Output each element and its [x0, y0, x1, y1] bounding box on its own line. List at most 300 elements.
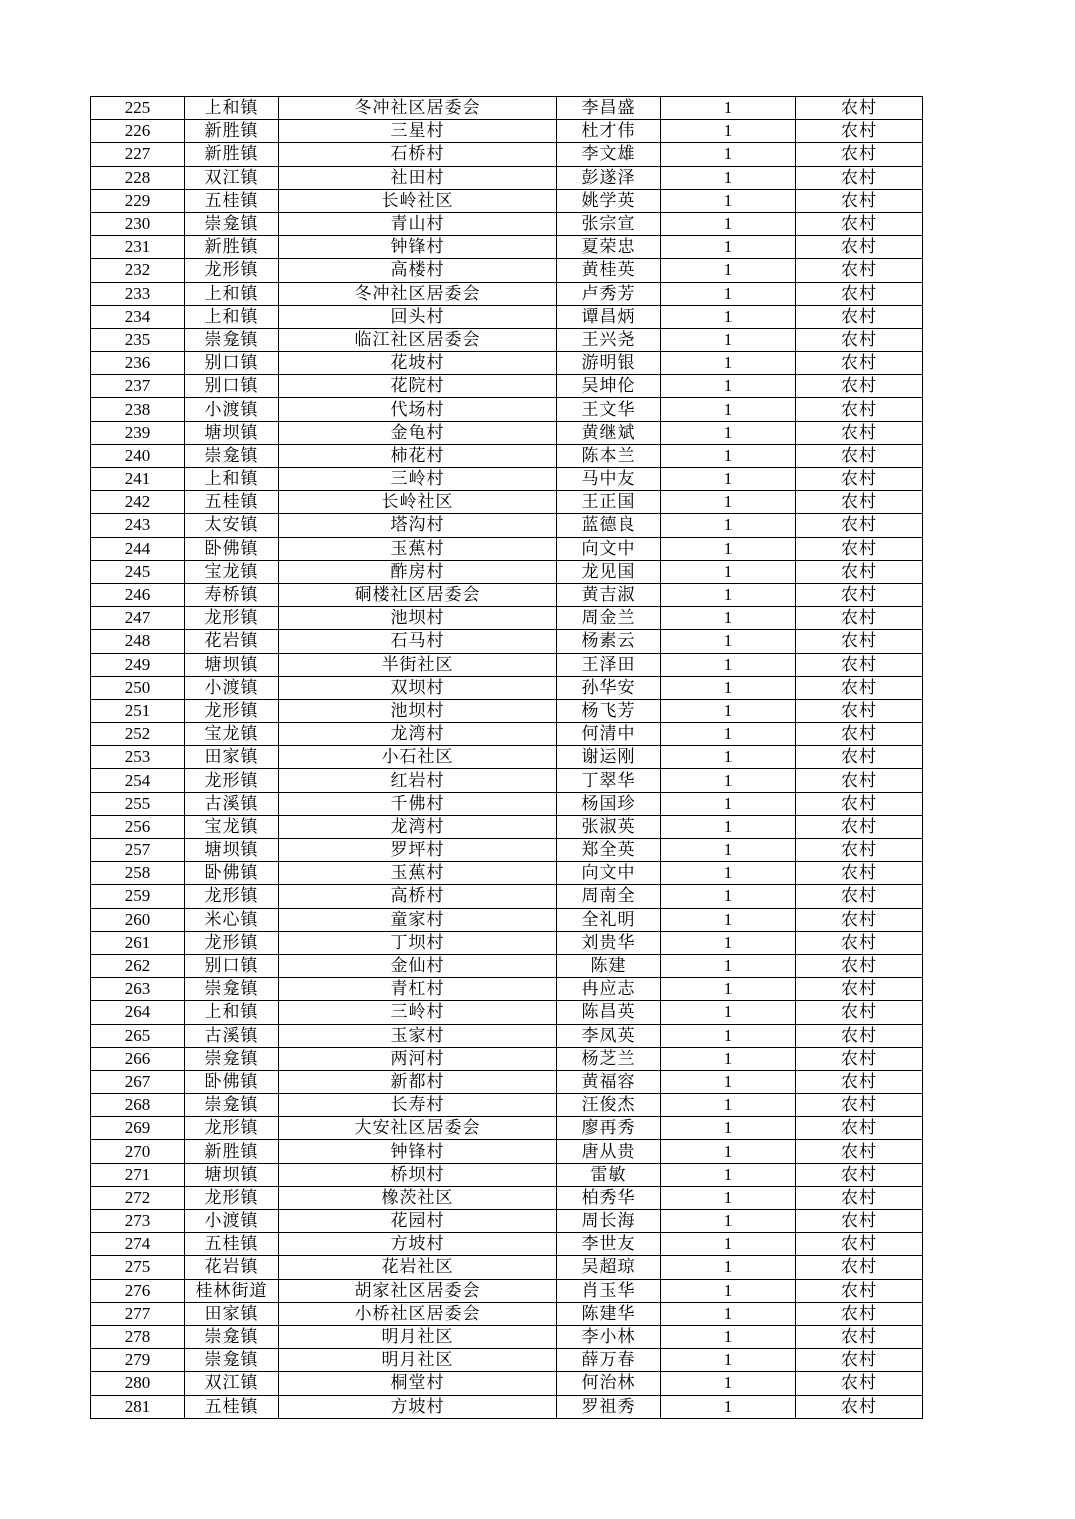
area-type-cell: 农村 [796, 1047, 923, 1070]
row-number-cell: 229 [91, 189, 185, 212]
village-cell: 三星村 [279, 120, 557, 143]
count-cell: 1 [661, 815, 796, 838]
village-cell: 明月社区 [279, 1349, 557, 1372]
town-cell: 龙形镇 [185, 1186, 279, 1209]
count-cell: 1 [661, 583, 796, 606]
town-cell: 卧佛镇 [185, 862, 279, 885]
person-name-cell: 李凤英 [557, 1024, 661, 1047]
town-cell: 新胜镇 [185, 143, 279, 166]
area-type-cell: 农村 [796, 607, 923, 630]
table-row [91, 723, 923, 746]
row-number-cell: 254 [91, 769, 185, 792]
town-cell: 五桂镇 [185, 1233, 279, 1256]
town-cell: 桂林街道 [185, 1279, 279, 1302]
town-cell: 五桂镇 [185, 189, 279, 212]
count-cell: 1 [661, 189, 796, 212]
table-row [91, 444, 923, 467]
village-cell: 方坡村 [279, 1233, 557, 1256]
row-number-cell: 272 [91, 1186, 185, 1209]
area-type-cell: 农村 [796, 978, 923, 1001]
area-type-cell: 农村 [796, 1210, 923, 1233]
village-cell: 龙湾村 [279, 815, 557, 838]
village-cell: 玉蕉村 [279, 537, 557, 560]
count-cell: 1 [661, 792, 796, 815]
table-body [91, 97, 923, 1419]
village-cell: 新都村 [279, 1070, 557, 1093]
count-cell: 1 [661, 931, 796, 954]
village-cell: 小石社区 [279, 746, 557, 769]
area-type-cell: 农村 [796, 1140, 923, 1163]
person-name-cell: 李昌盛 [557, 97, 661, 120]
count-cell: 1 [661, 537, 796, 560]
count-cell: 1 [661, 1186, 796, 1209]
town-cell: 新胜镇 [185, 1140, 279, 1163]
row-number-cell: 265 [91, 1024, 185, 1047]
count-cell: 1 [661, 1372, 796, 1395]
town-cell: 崇龛镇 [185, 978, 279, 1001]
count-cell: 1 [661, 259, 796, 282]
village-cell: 三岭村 [279, 468, 557, 491]
area-type-cell: 农村 [796, 189, 923, 212]
table-row [91, 398, 923, 421]
table-row [91, 212, 923, 235]
row-number-cell: 244 [91, 537, 185, 560]
table-row [91, 1395, 923, 1418]
area-type-cell: 农村 [796, 1117, 923, 1140]
row-number-cell: 228 [91, 166, 185, 189]
village-cell: 方坡村 [279, 1395, 557, 1418]
person-name-cell: 卢秀芳 [557, 282, 661, 305]
count-cell: 1 [661, 236, 796, 259]
town-cell: 宝龙镇 [185, 723, 279, 746]
row-number-cell: 257 [91, 839, 185, 862]
count-cell: 1 [661, 1210, 796, 1233]
row-number-cell: 253 [91, 746, 185, 769]
village-cell: 玉家村 [279, 1024, 557, 1047]
row-number-cell: 226 [91, 120, 185, 143]
count-cell: 1 [661, 676, 796, 699]
town-cell: 花岩镇 [185, 630, 279, 653]
town-cell: 龙形镇 [185, 769, 279, 792]
person-name-cell: 丁翠华 [557, 769, 661, 792]
area-type-cell: 农村 [796, 699, 923, 722]
village-cell: 酢房村 [279, 560, 557, 583]
row-number-cell: 249 [91, 653, 185, 676]
town-cell: 太安镇 [185, 514, 279, 537]
person-name-cell: 薛万春 [557, 1349, 661, 1372]
person-name-cell: 李文雄 [557, 143, 661, 166]
count-cell: 1 [661, 653, 796, 676]
area-type-cell: 农村 [796, 560, 923, 583]
person-name-cell: 向文中 [557, 862, 661, 885]
town-cell: 崇龛镇 [185, 1325, 279, 1348]
town-cell: 宝龙镇 [185, 815, 279, 838]
area-type-cell: 农村 [796, 282, 923, 305]
row-number-cell: 266 [91, 1047, 185, 1070]
row-number-cell: 250 [91, 676, 185, 699]
person-name-cell: 马中友 [557, 468, 661, 491]
count-cell: 1 [661, 1349, 796, 1372]
person-name-cell: 陈建华 [557, 1302, 661, 1325]
town-cell: 崇龛镇 [185, 444, 279, 467]
count-cell: 1 [661, 352, 796, 375]
row-number-cell: 259 [91, 885, 185, 908]
village-cell: 花岩社区 [279, 1256, 557, 1279]
person-name-cell: 肖玉华 [557, 1279, 661, 1302]
town-cell: 卧佛镇 [185, 1070, 279, 1093]
person-name-cell: 王文华 [557, 398, 661, 421]
village-cell: 大安社区居委会 [279, 1117, 557, 1140]
person-name-cell: 何清中 [557, 723, 661, 746]
person-name-cell: 郑全英 [557, 839, 661, 862]
village-cell: 长岭社区 [279, 491, 557, 514]
person-name-cell: 吴超琼 [557, 1256, 661, 1279]
town-cell: 小渡镇 [185, 1210, 279, 1233]
area-type-cell: 农村 [796, 1302, 923, 1325]
village-cell: 高桥村 [279, 885, 557, 908]
area-type-cell: 农村 [796, 97, 923, 120]
area-type-cell: 农村 [796, 1186, 923, 1209]
area-type-cell: 农村 [796, 305, 923, 328]
row-number-cell: 252 [91, 723, 185, 746]
area-type-cell: 农村 [796, 444, 923, 467]
table-row [91, 352, 923, 375]
table-row [91, 491, 923, 514]
count-cell: 1 [661, 143, 796, 166]
town-cell: 卧佛镇 [185, 537, 279, 560]
count-cell: 1 [661, 375, 796, 398]
village-cell: 钟锋村 [279, 236, 557, 259]
count-cell: 1 [661, 514, 796, 537]
count-cell: 1 [661, 560, 796, 583]
area-type-cell: 农村 [796, 352, 923, 375]
area-type-cell: 农村 [796, 212, 923, 235]
village-cell: 冬冲社区居委会 [279, 97, 557, 120]
area-type-cell: 农村 [796, 885, 923, 908]
count-cell: 1 [661, 305, 796, 328]
town-cell: 五桂镇 [185, 491, 279, 514]
town-cell: 崇龛镇 [185, 1349, 279, 1372]
row-number-cell: 242 [91, 491, 185, 514]
count-cell: 1 [661, 862, 796, 885]
row-number-cell: 263 [91, 978, 185, 1001]
person-name-cell: 杜才伟 [557, 120, 661, 143]
table-row [91, 328, 923, 351]
table-row [91, 746, 923, 769]
person-name-cell: 孙华安 [557, 676, 661, 699]
area-type-cell: 农村 [796, 1070, 923, 1093]
person-name-cell: 蓝德良 [557, 514, 661, 537]
village-cell: 罗坪村 [279, 839, 557, 862]
village-cell: 青杠村 [279, 978, 557, 1001]
count-cell: 1 [661, 1233, 796, 1256]
town-cell: 龙形镇 [185, 931, 279, 954]
town-cell: 上和镇 [185, 1001, 279, 1024]
person-name-cell: 谢运刚 [557, 746, 661, 769]
town-cell: 别口镇 [185, 375, 279, 398]
town-cell: 塘坝镇 [185, 839, 279, 862]
row-number-cell: 248 [91, 630, 185, 653]
person-name-cell: 陈建 [557, 954, 661, 977]
town-cell: 双江镇 [185, 166, 279, 189]
table-row [91, 630, 923, 653]
area-type-cell: 农村 [796, 514, 923, 537]
row-number-cell: 276 [91, 1279, 185, 1302]
count-cell: 1 [661, 769, 796, 792]
area-type-cell: 农村 [796, 1256, 923, 1279]
village-cell: 硐楼社区居委会 [279, 583, 557, 606]
person-name-cell: 罗祖秀 [557, 1395, 661, 1418]
area-type-cell: 农村 [796, 398, 923, 421]
village-cell: 桐堂村 [279, 1372, 557, 1395]
area-type-cell: 农村 [796, 375, 923, 398]
person-name-cell: 黄桂英 [557, 259, 661, 282]
person-name-cell: 张淑英 [557, 815, 661, 838]
table-row [91, 1094, 923, 1117]
count-cell: 1 [661, 1163, 796, 1186]
town-cell: 上和镇 [185, 97, 279, 120]
table-row [91, 1325, 923, 1348]
person-name-cell: 陈昌英 [557, 1001, 661, 1024]
row-number-cell: 255 [91, 792, 185, 815]
village-cell: 金龟村 [279, 421, 557, 444]
town-cell: 龙形镇 [185, 885, 279, 908]
person-name-cell: 雷敏 [557, 1163, 661, 1186]
row-number-cell: 268 [91, 1094, 185, 1117]
count-cell: 1 [661, 1279, 796, 1302]
table-row [91, 1186, 923, 1209]
town-cell: 田家镇 [185, 1302, 279, 1325]
town-cell: 崇龛镇 [185, 328, 279, 351]
town-cell: 上和镇 [185, 305, 279, 328]
area-type-cell: 农村 [796, 1001, 923, 1024]
person-name-cell: 周南全 [557, 885, 661, 908]
table-row [91, 1024, 923, 1047]
village-cell: 龙湾村 [279, 723, 557, 746]
person-name-cell: 杨素云 [557, 630, 661, 653]
village-cell: 池坝村 [279, 699, 557, 722]
area-type-cell: 农村 [796, 815, 923, 838]
town-cell: 小渡镇 [185, 398, 279, 421]
town-cell: 塘坝镇 [185, 1163, 279, 1186]
row-number-cell: 251 [91, 699, 185, 722]
table-row [91, 1047, 923, 1070]
area-type-cell: 农村 [796, 468, 923, 491]
table-row [91, 1117, 923, 1140]
row-number-cell: 234 [91, 305, 185, 328]
village-cell: 石桥村 [279, 143, 557, 166]
person-name-cell: 杨飞芳 [557, 699, 661, 722]
count-cell: 1 [661, 630, 796, 653]
table-row [91, 1140, 923, 1163]
row-number-cell: 278 [91, 1325, 185, 1348]
area-type-cell: 农村 [796, 862, 923, 885]
village-cell: 社田村 [279, 166, 557, 189]
village-cell: 玉蕉村 [279, 862, 557, 885]
area-type-cell: 农村 [796, 1395, 923, 1418]
town-cell: 古溪镇 [185, 1024, 279, 1047]
table-row [91, 653, 923, 676]
person-name-cell: 刘贵华 [557, 931, 661, 954]
table-row [91, 97, 923, 120]
table-row [91, 792, 923, 815]
person-name-cell: 黄福容 [557, 1070, 661, 1093]
area-type-cell: 农村 [796, 537, 923, 560]
town-cell: 古溪镇 [185, 792, 279, 815]
area-type-cell: 农村 [796, 769, 923, 792]
town-cell: 双江镇 [185, 1372, 279, 1395]
area-type-cell: 农村 [796, 839, 923, 862]
table-row [91, 769, 923, 792]
row-number-cell: 243 [91, 514, 185, 537]
count-cell: 1 [661, 491, 796, 514]
town-cell: 龙形镇 [185, 699, 279, 722]
table-row [91, 676, 923, 699]
town-cell: 崇龛镇 [185, 1094, 279, 1117]
person-name-cell: 姚学英 [557, 189, 661, 212]
village-cell: 塔沟村 [279, 514, 557, 537]
table-row [91, 931, 923, 954]
town-cell: 田家镇 [185, 746, 279, 769]
count-cell: 1 [661, 908, 796, 931]
table-row [91, 514, 923, 537]
town-cell: 米心镇 [185, 908, 279, 931]
area-type-cell: 农村 [796, 1163, 923, 1186]
village-cell: 小桥社区居委会 [279, 1302, 557, 1325]
row-number-cell: 230 [91, 212, 185, 235]
town-cell: 塘坝镇 [185, 653, 279, 676]
table-row [91, 839, 923, 862]
row-number-cell: 238 [91, 398, 185, 421]
village-cell: 临江社区居委会 [279, 328, 557, 351]
count-cell: 1 [661, 97, 796, 120]
village-cell: 钟锋村 [279, 1140, 557, 1163]
area-type-cell: 农村 [796, 1279, 923, 1302]
count-cell: 1 [661, 1070, 796, 1093]
village-cell: 池坝村 [279, 607, 557, 630]
town-cell: 上和镇 [185, 468, 279, 491]
row-number-cell: 258 [91, 862, 185, 885]
area-type-cell: 农村 [796, 931, 923, 954]
count-cell: 1 [661, 328, 796, 351]
person-name-cell: 柏秀华 [557, 1186, 661, 1209]
row-number-cell: 232 [91, 259, 185, 282]
village-cell: 桥坝村 [279, 1163, 557, 1186]
village-cell: 丁坝村 [279, 931, 557, 954]
row-number-cell: 245 [91, 560, 185, 583]
count-cell: 1 [661, 468, 796, 491]
person-name-cell: 周长海 [557, 1210, 661, 1233]
village-cell: 青山村 [279, 212, 557, 235]
town-cell: 龙形镇 [185, 1117, 279, 1140]
town-cell: 五桂镇 [185, 1395, 279, 1418]
table-row [91, 583, 923, 606]
table-row [91, 1279, 923, 1302]
count-cell: 1 [661, 978, 796, 1001]
area-type-cell: 农村 [796, 723, 923, 746]
table-row [91, 1256, 923, 1279]
row-number-cell: 256 [91, 815, 185, 838]
person-name-cell: 汪俊杰 [557, 1094, 661, 1117]
area-type-cell: 农村 [796, 1024, 923, 1047]
row-number-cell: 273 [91, 1210, 185, 1233]
row-number-cell: 233 [91, 282, 185, 305]
row-number-cell: 271 [91, 1163, 185, 1186]
row-number-cell: 267 [91, 1070, 185, 1093]
village-cell: 花园村 [279, 1210, 557, 1233]
village-cell: 长岭社区 [279, 189, 557, 212]
table-row [91, 1233, 923, 1256]
count-cell: 1 [661, 607, 796, 630]
town-cell: 龙形镇 [185, 259, 279, 282]
table-row [91, 1163, 923, 1186]
table-row [91, 189, 923, 212]
person-name-cell: 全礼明 [557, 908, 661, 931]
table-row [91, 259, 923, 282]
row-number-cell: 264 [91, 1001, 185, 1024]
area-type-cell: 农村 [796, 259, 923, 282]
record-table [90, 96, 923, 1419]
table-row [91, 468, 923, 491]
area-type-cell: 农村 [796, 1094, 923, 1117]
count-cell: 1 [661, 723, 796, 746]
row-number-cell: 241 [91, 468, 185, 491]
table-row [91, 1302, 923, 1325]
town-cell: 宝龙镇 [185, 560, 279, 583]
town-cell: 寿桥镇 [185, 583, 279, 606]
person-name-cell: 王正国 [557, 491, 661, 514]
person-name-cell: 吴坤伦 [557, 375, 661, 398]
table-row [91, 978, 923, 1001]
village-cell: 花院村 [279, 375, 557, 398]
village-cell: 童家村 [279, 908, 557, 931]
row-number-cell: 225 [91, 97, 185, 120]
person-name-cell: 廖再秀 [557, 1117, 661, 1140]
row-number-cell: 247 [91, 607, 185, 630]
person-name-cell: 杨芝兰 [557, 1047, 661, 1070]
person-name-cell: 游明银 [557, 352, 661, 375]
table-row [91, 1210, 923, 1233]
table-row [91, 607, 923, 630]
area-type-cell: 农村 [796, 954, 923, 977]
person-name-cell: 张宗宣 [557, 212, 661, 235]
area-type-cell: 农村 [796, 653, 923, 676]
row-number-cell: 235 [91, 328, 185, 351]
village-cell: 双坝村 [279, 676, 557, 699]
count-cell: 1 [661, 1302, 796, 1325]
village-cell: 长寿村 [279, 1094, 557, 1117]
village-cell: 回头村 [279, 305, 557, 328]
count-cell: 1 [661, 444, 796, 467]
area-type-cell: 农村 [796, 1325, 923, 1348]
village-cell: 花坡村 [279, 352, 557, 375]
count-cell: 1 [661, 954, 796, 977]
table-row [91, 954, 923, 977]
area-type-cell: 农村 [796, 1372, 923, 1395]
village-cell: 代场村 [279, 398, 557, 421]
row-number-cell: 281 [91, 1395, 185, 1418]
table-row [91, 908, 923, 931]
count-cell: 1 [661, 282, 796, 305]
table-row [91, 421, 923, 444]
count-cell: 1 [661, 839, 796, 862]
table-row [91, 120, 923, 143]
person-name-cell: 谭昌炳 [557, 305, 661, 328]
table-row [91, 1372, 923, 1395]
table-row [91, 166, 923, 189]
person-name-cell: 黄继斌 [557, 421, 661, 444]
table-row [91, 862, 923, 885]
